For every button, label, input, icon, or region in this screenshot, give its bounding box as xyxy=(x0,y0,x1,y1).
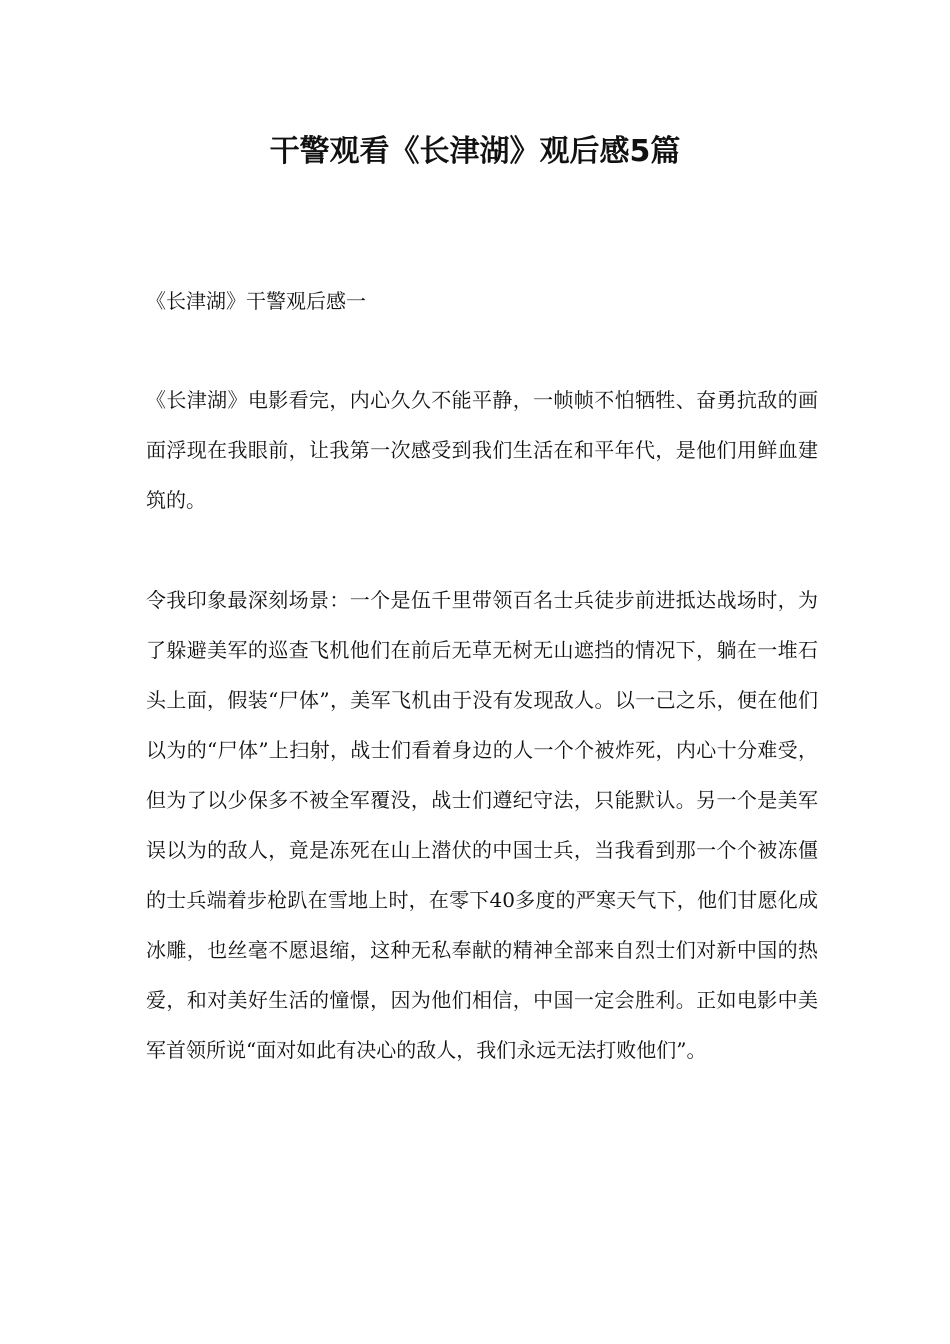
body-paragraph-2: 令我印象最深刻场景：一个是伍千里带领百名士兵徒步前进抵达战场时，为了躲避美军的巡查飞机他们在前后无草无树无山遮挡的情况下，躺在一堆石头上面，假装“尸体”，美军飞机由于没有发现敌人。以一己之乐，便在他们以为的“尸体”上扫射，战士们看着身边的人一个个被炸死，内心十分难受，但为了以少保多不被全军覆没，战士们遵纪守法，只能默认。另一个是美军误以为的敌人，竟是冻死在山上潜伏的中国士兵，当我看到那一个个被冻僵的士兵端着步枪趴在雪地上时，在零下40多度的严寒天气下，他们甘愿化成冰雕，也丝毫不愿退缩，这种无私奉献的精神全部来自烈士们对新中国的热爱，和对美好生活的憧憬，因为他们相信，中国一定会胜利。正如电影中美军首领所说“面对如此有决心的敌人，我们永远无法打败他们”。 xyxy=(146,588,818,1062)
section-heading: 《长津湖》干警观后感一 xyxy=(146,289,366,313)
body-paragraph-1: 《长津湖》电影看完，内心久久不能平静，一帧帧不怕牺牲、奋勇抗敌的画面浮现在我眼前，让我第一次感受到我们生活在和平年代，是他们用鲜血建筑的。 xyxy=(146,388,818,512)
page-title: 干警观看《长津湖》观后感5篇 xyxy=(269,134,681,169)
